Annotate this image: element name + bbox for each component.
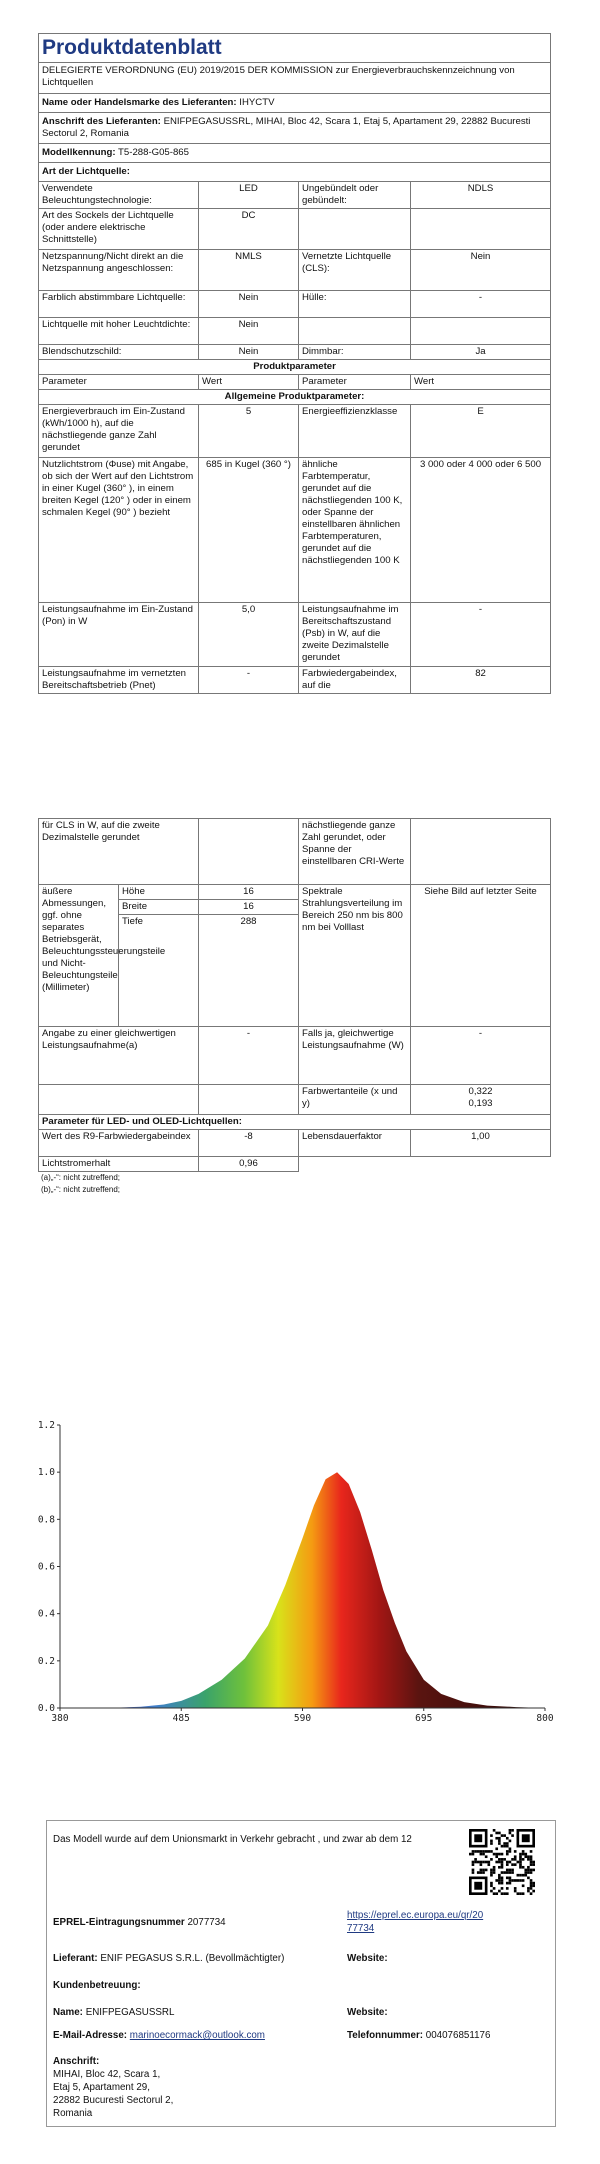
y-tick-label: 0.6 [37,1561,55,1573]
supplier-name: IHYCTV [239,97,275,108]
product-params-heading: Produktparameter [39,360,551,375]
chromaticity-y: 0,193 [468,1098,493,1109]
row-label: Dimmbar: [299,345,411,360]
row-value [411,318,551,345]
name-value: ENIFPEGASUSSRL [85,2007,175,2018]
y-tick-label: 0.4 [37,1608,55,1620]
supplier-address-label: Anschrift des Lieferanten: [42,116,161,127]
table-row [39,1130,551,1157]
row-value: Nein [199,345,299,360]
row-label: Blendschutzschild: [39,345,199,360]
email-label: E-Mail-Adresse: [53,2030,128,2041]
spd-label: Spektrale Strahlungsverteilung im Bereich 250 nm bis 800 nm bei Volllast [299,885,411,1027]
table-row [39,458,551,603]
address-line: Romania [53,2108,93,2119]
eprel-info-box [46,1820,556,2127]
row-value: LED [199,182,299,209]
table-row [39,405,551,458]
phone-value: 004076851176 [425,2030,491,2041]
table-row [39,318,551,345]
param-label: Leistungsaufnahme im vernetzten Bereitschaftsbetrieb (Pnet) [39,667,199,694]
lumen-maintenance-value: 0,96 [199,1157,299,1172]
y-tick-label: 1.2 [37,1420,55,1431]
param-value: 82 [411,667,551,694]
supplier-label: Lieferant: [53,1953,98,1964]
general-params-heading: Allgemeine Produktparameter: [39,390,551,405]
column-header: Wert [411,375,551,390]
row-value: DC [199,209,299,250]
chromaticity-x: 0,322 [468,1086,493,1097]
supplier-value: ENIF PEGASUS S.R.L. (Bevollmächtigter) [100,1953,285,1964]
page-title: Produktdatenblatt [39,34,551,63]
row-value: Nein [411,250,551,291]
param-label: Nutzlichtstrom (Φuse) mit Angabe, ob sich der Wert auf den Lichtstrom in einer Kugel (360° ), in einem breiten Kegel (120° ) oder in einem schmalen Kegel (90° ) bezieht [39,458,199,603]
chromaticity-label: Farbwertanteile (x und y) [299,1085,411,1115]
customer-service-label: Kundenbetreuung: [53,1980,141,1991]
equivalent-power-value: - [199,1027,299,1085]
row-label [299,318,411,345]
r9-label: Wert des R9-Farbwiedergabeindex [39,1130,199,1157]
address-line: Etaj 5, Apartament 29, [53,2082,150,2093]
datasheet-table [38,33,551,694]
param-label: Leistungsaufnahme im Ein-Zustand (Pon) in W [39,603,199,667]
footnote-b: (b)„-“: nicht zutreffend; [41,1185,120,1194]
datasheet-page-2 [38,818,550,1196]
x-tick-label: 800 [536,1713,554,1724]
row-label: Netzspannung/Nicht direkt an die Netzspannung angeschlossen: [39,250,199,291]
dimension-value: 16 [199,885,299,900]
param-value: 5,0 [199,603,299,667]
address-label: Anschrift: [53,2056,100,2067]
table-row [39,345,551,360]
model-label: Modellkennung: [42,147,116,158]
x-tick-label: 485 [172,1713,190,1724]
column-header: Parameter [39,375,199,390]
y-tick-label: 0.2 [37,1655,55,1667]
row-label [299,209,411,250]
dimension-value: 288 [199,915,299,1027]
row-value [411,209,551,250]
eprel-number: 2077734 [187,1917,226,1928]
param-label: nächstliegende ganze Zahl gerundet, oder Spanne der einstellbaren CRI-Werte [299,819,411,885]
spectrum-area [60,1472,545,1708]
column-header: Parameter [299,375,411,390]
table-row [39,1157,551,1172]
param-value: - [199,667,299,694]
param-label: Farbwiedergabeindex, auf die [299,667,411,694]
dimension-value: 16 [199,900,299,915]
table-row [39,250,551,291]
r9-value: -8 [199,1130,299,1157]
table-row [39,182,551,209]
x-tick-label: 380 [51,1713,69,1724]
phone-label: Telefonnummer: [347,2030,424,2041]
address-line: MIHAI, Bloc 42, Scara 1, [53,2069,161,2080]
param-value: 3 000 oder 4 000 oder 6 500 [411,458,551,603]
spectrum-chart [30,1300,570,1770]
lifetime-factor-value: 1,00 [411,1130,551,1157]
footnote-a: (a)„-“: nicht zutreffend; [41,1173,120,1182]
row-label: Vernetzte Lichtquelle (CLS): [299,250,411,291]
led-params-heading: Parameter für LED- und OLED-Lichtquellen: [39,1115,551,1130]
row-value: Nein [199,318,299,345]
table-row [39,209,551,250]
dimension-name: Höhe [119,885,199,900]
model-id: T5-288-G05-865 [118,147,189,158]
lumen-maintenance-label: Lichtstromerhalt [39,1157,199,1172]
param-value: - [411,603,551,667]
spectrum-chart-svg [30,1300,570,1770]
equivalent-power-label: Angabe zu einer gleichwertigen Leistungsaufnahme(a) [39,1027,199,1085]
dimension-name: Tiefe [119,915,199,1027]
row-value: - [411,291,551,318]
row-value: Nein [199,291,299,318]
row-label: Verwendete Beleuchtungstechnologie: [39,182,199,209]
supplier-name-label: Name oder Handelsmarke des Lieferanten: [42,97,237,108]
row-value: NDLS [411,182,551,209]
spd-value: Siehe Bild auf letzter Seite [411,885,551,1027]
equivalent-power-w-value: - [411,1027,551,1085]
light-source-type-heading: Art der Lichtquelle: [39,163,551,182]
name-label: Name: [53,2007,83,2018]
param-value: 685 in Kugel (360 °) [199,458,299,603]
row-value: NMLS [199,250,299,291]
param-label: Energieverbrauch im Ein-Zustand (kWh/1000 h), auf die nächstliegende ganze Zahl gerundet [39,405,199,458]
table-row [39,291,551,318]
table-row [39,1085,551,1115]
row-label: Art des Sockels der Lichtquelle (oder andere elektrische Schnittstelle) [39,209,199,250]
regulation-text: DELEGIERTE VERORDNUNG (EU) 2019/2015 DER KOMMISSION zur Energieverbrauchskennzeichnung von Lichtquellen [39,63,551,94]
param-label: Leistungsaufnahme im Bereitschaftszustand (Psb) in W, auf die zweite Dezimalstelle gerundet [299,603,411,667]
table-row [39,819,551,885]
param-label: für CLS in W, auf die zweite Dezimalstelle gerundet [39,819,199,885]
lifetime-factor-label: Lebensdauerfaktor [299,1130,411,1157]
email-link[interactable]: marinoecormack@outlook.com [129,2030,265,2041]
row-label: Lichtquelle mit hoher Leuchtdichte: [39,318,199,345]
dimensions-label: äußere Abmessungen, ggf. ohne separates Betriebsgerät, Beleuchtungssteuerungsteile und Nicht-Beleuchtungsteile (Millimeter) [39,885,119,1027]
x-tick-label: 695 [415,1713,433,1724]
website-label-2: Website: [347,2007,388,2018]
param-value: 5 [199,405,299,458]
qr-code-icon[interactable] [469,1829,535,1895]
address-line: 22882 Bucuresti Sectorul 2, [53,2095,174,2106]
param-label: Energieeffizienzklasse [299,405,411,458]
y-tick-label: 0.8 [37,1514,55,1526]
supplier-address: ENIFPEGASUSSRL, MIHAI, Bloc 42, Scara 1, Etaj 5, Apartament 29, 22882 Bucuresti Sectorul 2, Romania [42,116,531,139]
x-tick-label: 590 [293,1713,312,1724]
table-row [39,885,551,900]
table-row [39,603,551,667]
row-value: Ja [411,345,551,360]
datasheet-table-continued [38,818,551,1172]
row-label: Ungebündelt oder gebündelt: [299,182,411,209]
column-header: Wert [199,375,299,390]
row-label: Hülle: [299,291,411,318]
table-row [39,667,551,694]
column-header-row [39,375,551,390]
param-label: ähnliche Farbtemperatur, gerundet auf die nächstliegenden 100 K, oder Spanne der einstellbaren ähnlichen Farbtemperaturen, gerundet auf die nächstliegenden 100 K [299,458,411,603]
row-label: Farblich abstimmbare Lichtquelle: [39,291,199,318]
param-value: E [411,405,551,458]
eprel-number-label: EPREL-Eintragungsnummer [53,1917,185,1928]
website-label: Website: [347,1953,388,1964]
y-tick-label: 0.0 [37,1703,55,1714]
table-row [39,1027,551,1085]
y-tick-label: 1.0 [37,1467,55,1479]
eprel-link[interactable]: https://eprel.ec.europa.eu/qr/20 77734 [347,1910,484,1934]
equivalent-power-w-label: Falls ja, gleichwertige Leistungsaufnahme (W) [299,1027,411,1085]
market-date-text: Das Modell wurde auf dem Unionsmarkt in Verkehr gebracht , und zwar ab dem 12 [53,1834,412,1845]
datasheet-page-1 [38,33,550,694]
dimension-name: Breite [119,900,199,915]
